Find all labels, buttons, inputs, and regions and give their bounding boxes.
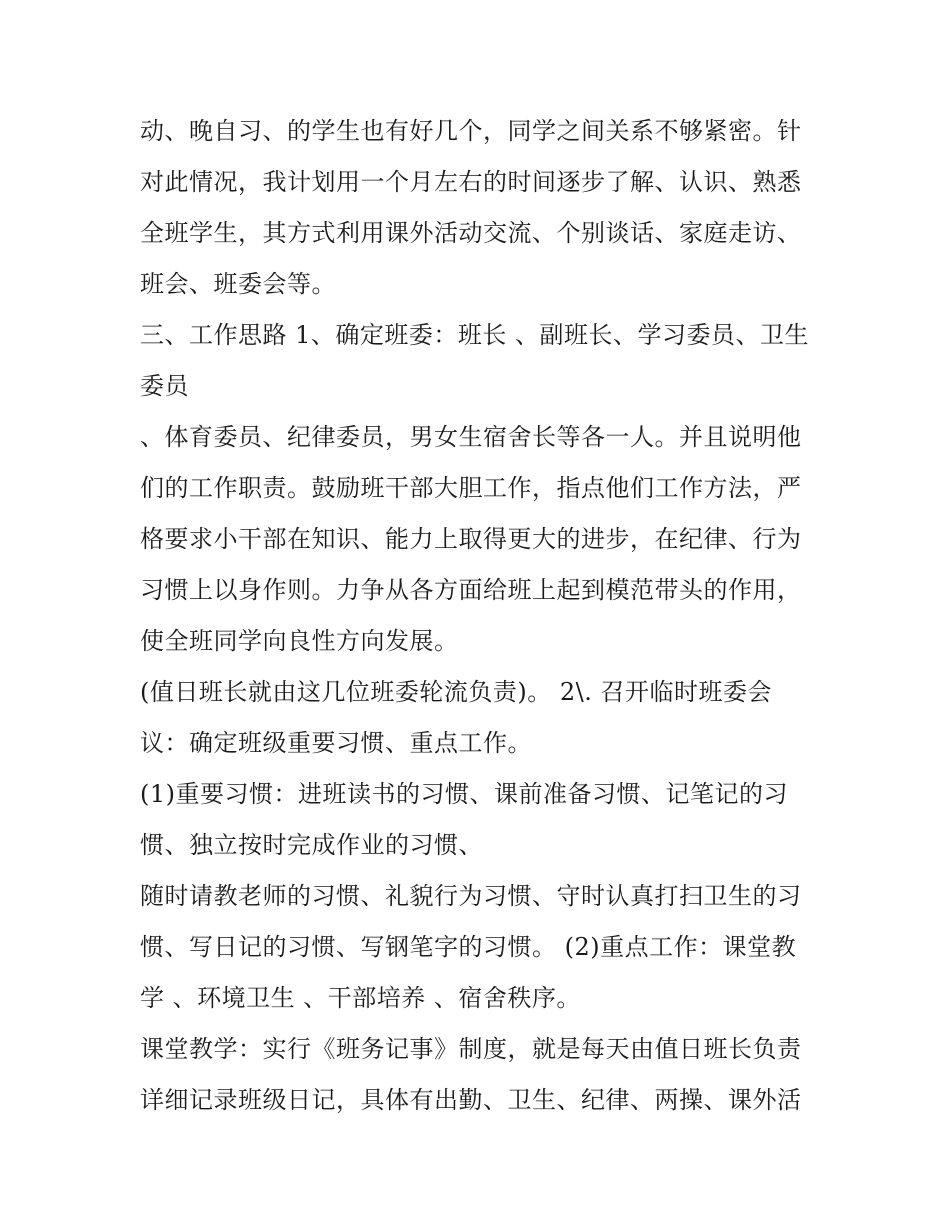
text-line: 格要求小干部在知识、能力上取得更大的进步，在纪律、行为 [140,525,802,553]
text-line: 委员 [140,372,189,400]
text-line: 课堂教学：实行《班务记事》制度，就是每天由值日班长负责 [140,1035,802,1063]
text-line: (值日班长就由这几位班委轮流负责)。 2\. 召开临时班委会 [140,678,772,706]
text-line: 们的工作职责。鼓励班干部大胆工作，指点他们工作方法，严 [140,474,802,502]
text-line: 全班学生，其方式利用课外活动交流、个别谈话、家庭走访、 [140,219,802,247]
text-line: 使全班同学向良性方向发展。 [140,627,459,655]
text-line: (1)重要习惯：进班读书的习惯、课前准备习惯、记笔记的习 [140,780,788,808]
text-line: 随时请教老师的习惯、礼貌行为习惯、守时认真打扫卫生的习 [140,882,802,910]
text-line: 议：确定班级重要习惯、重点工作。 [140,729,532,757]
text-line: 班会、班委会等。 [140,270,336,298]
text-line: 惯、写日记的习惯、写钢笔字的习惯。 (2)重点工作：课堂教 [140,933,797,961]
text-line: 动、晚自习、的学生也有好几个，同学之间关系不够紧密。针 [140,117,802,145]
text-line: 、体育委员、纪律委员，男女生宿舍长等各一人。并且说明他 [140,423,802,451]
document-body [140,106,820,1126]
text-line: 学 、环境卫生 、干部培养 、宿舍秩序。 [140,984,581,1012]
text-line: 详细记录班级日记，具体有出勤、卫生、纪律、两操、课外活 [140,1086,802,1114]
text-line: 对此情况，我计划用一个月左右的时间逐步了解、认识、熟悉 [140,168,802,196]
text-line: 习惯上以身作则。力争从各方面给班上起到模范带头的作用， [140,576,802,604]
text-line: 惯、独立按时完成作业的习惯、 [140,831,483,859]
section-heading-line: 三、工作思路 1、确定班委：班长 、副班长、学习委员、卫生 [140,321,810,349]
